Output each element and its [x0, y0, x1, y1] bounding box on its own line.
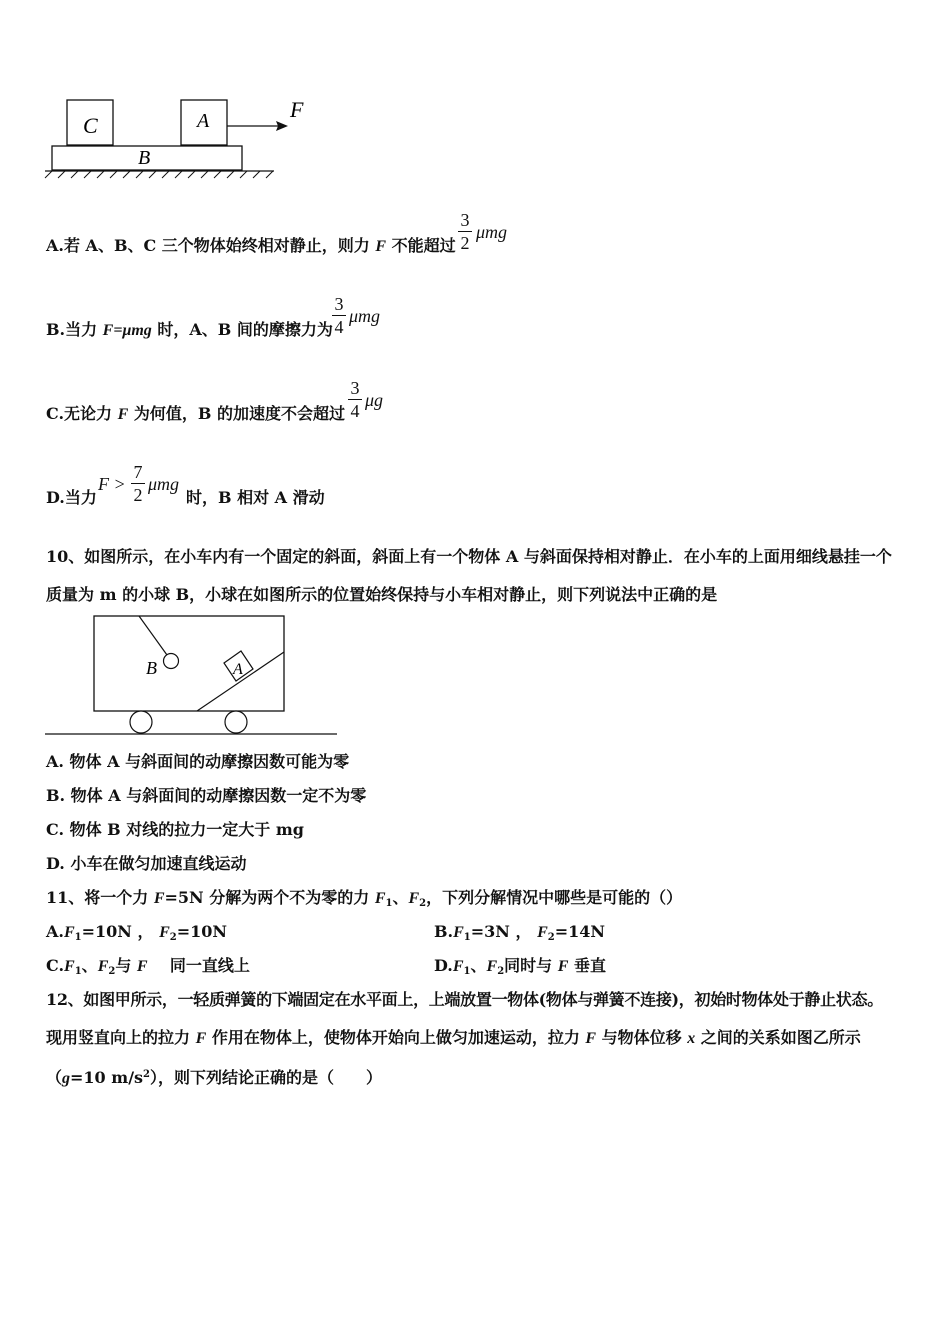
q9-c-prefix: C.无论力 [46, 404, 118, 423]
q9-option-d-suffix: 时，B 相对 A 滑动 [186, 488, 325, 507]
q12-stem-line3: （g=10 $m/s^2$），则下列结论正确的是（ ） [46, 1068, 383, 1087]
q10-option-a: A. 物体 A 与斜面间的动摩擦因数可能为零 [46, 752, 350, 771]
q9-c-f: F [117, 406, 129, 423]
q9-b-fraction: 3 4 [332, 294, 346, 337]
q11-stem: 11、将一个力 F=5N 分解为两个不为零的力 $F_1$、$F_2$，下列分解情况中哪些是可能的（） [46, 888, 683, 909]
pendulum-string [139, 616, 167, 655]
q12-stem-line2: 现用竖直向上的拉力 F 作用在物体上，使物体开始向上做匀加速运动，拉力 F 与物体位移 x 之间的关系如图乙所示 [46, 1028, 861, 1047]
q9-a-prefix: A.若 A、B、C 三个物体始终相对静止，则力 [46, 236, 376, 255]
block-c-label: C [83, 113, 98, 138]
cart-figure [40, 610, 340, 740]
force-label: F [290, 97, 304, 122]
q11-option-c: $C.F_1$、$F_2$与 F 同一直线上 [46, 956, 250, 977]
wheel-left [130, 711, 152, 733]
q9-option-a [46, 236, 456, 257]
block-a-incline-label: A [233, 661, 243, 678]
q10-option-d: D. 小车在做匀加速直线运动 [46, 854, 247, 873]
q11-option-a: $A.F_1=10N$ ， $F_2=10N$ [46, 922, 228, 943]
q9-c-expr: μg [365, 390, 384, 410]
q9-a-suffix: 不能超过 [386, 236, 456, 255]
q9-a-f: F [375, 238, 387, 255]
q9-b-expr: μmg [349, 306, 381, 326]
q9-b-prefix: B.当力 [46, 320, 103, 339]
q10-stem-line2: 质量为 m 的小球 B，小球在如图所示的位置始终保持与小车相对静止，则下列说法中正确的是 [46, 585, 718, 604]
q10-option-b: B. 物体 A 与斜面间的动摩擦因数一定不为零 [46, 786, 367, 805]
block-b-label: B [138, 147, 151, 169]
q9-option-d-prefix: D.当力 [46, 488, 97, 507]
q9-option-b [46, 320, 333, 341]
block-a-label: A [197, 110, 210, 132]
q9-a-fraction: 3 2 [458, 210, 472, 253]
ball-b-label: B [146, 658, 157, 678]
q11-option-b: $B.F_1=3N$ ， $F_2=14N$ [434, 922, 605, 943]
wheel-right [225, 711, 247, 733]
q9-b-suffix: 时，A、B 间的摩擦力为 [151, 320, 333, 339]
q9-c-suffix: 为何值，B 的加速度不会超过 [128, 404, 345, 423]
ball-b [164, 654, 179, 669]
q9-d-fraction: 7 2 [131, 462, 145, 505]
cart-body [94, 616, 284, 711]
ground-hatch [45, 171, 273, 178]
q9-c-fraction: 3 4 [348, 378, 362, 421]
q9-d-expr: μmg [148, 474, 180, 494]
q9-d-lhs: F > [98, 474, 126, 494]
blocks-figure [40, 95, 320, 185]
q9-option-c [46, 404, 345, 425]
q11-option-d: $D.F_1$、$F_2$同时与 F 垂直 [434, 956, 606, 977]
q9-a-expr: μmg [476, 222, 508, 242]
q12-stem-line1: 12、如图甲所示，一轻质弹簧的下端固定在水平面上，上端放置一物体(物体与弹簧不连接)，初始时物体处于静止状态。 [46, 990, 883, 1009]
q10-stem-line1: 10、如图所示，在小车内有一个固定的斜面，斜面上有一个物体 A 与斜面保持相对静止．在小车的上面用细线悬挂一个 [46, 547, 892, 566]
q9-b-eq: F=μmg [102, 322, 152, 339]
q10-option-c: C. 物体 B 对线的拉力一定大于 mg [46, 820, 304, 839]
